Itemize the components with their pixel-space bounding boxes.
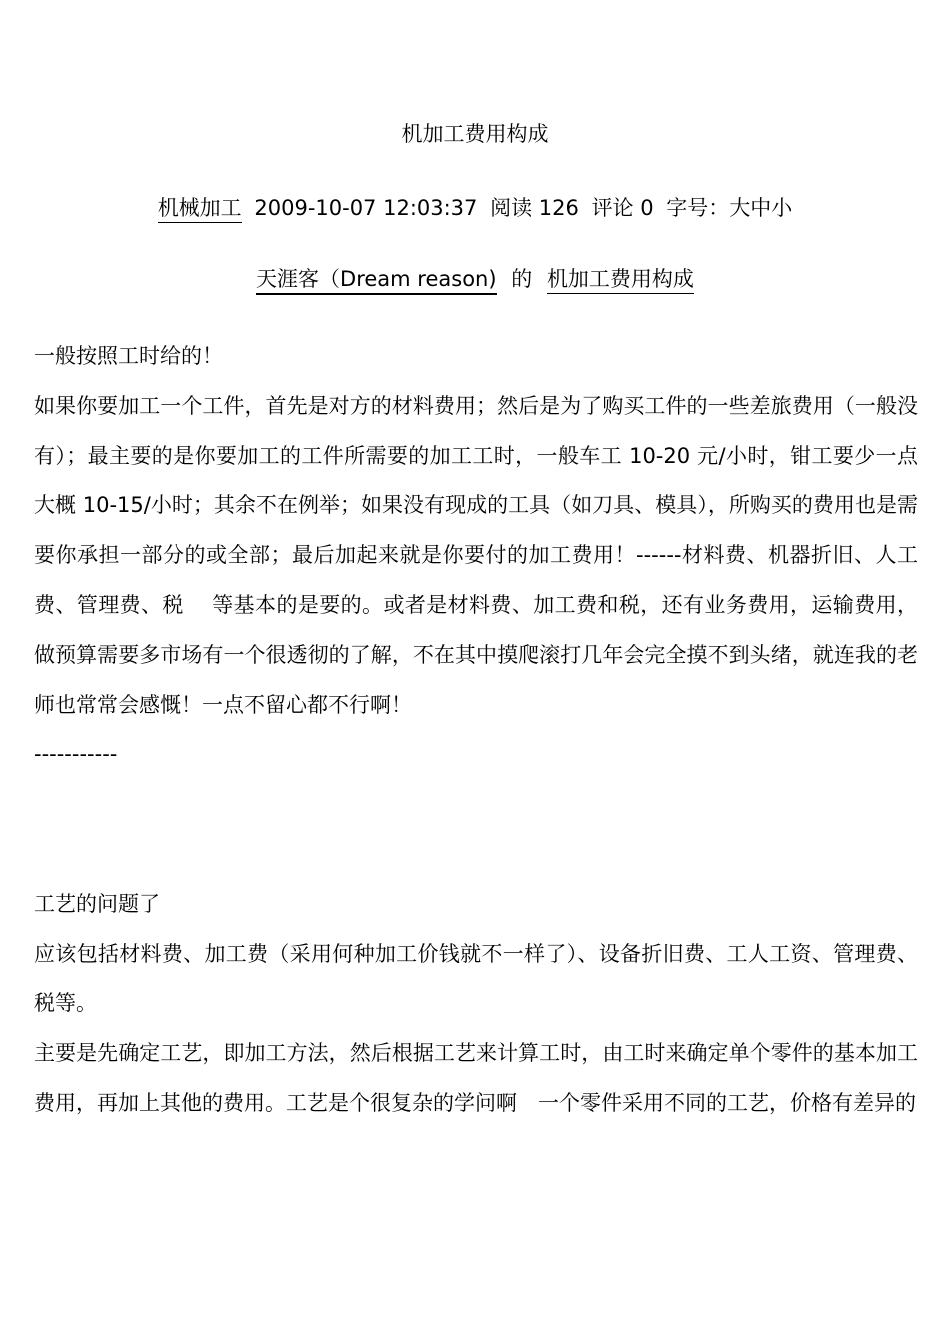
article-byline	[0, 262, 950, 296]
blank-gap	[34, 780, 918, 880]
paragraph-costs: 应该包括材料费、加工费（采用何种加工价钱就不一样了）、设备折旧费、工人工资、管理费、税等。	[34, 941, 918, 1016]
article-meta	[0, 191, 950, 225]
paragraph-process: 工艺的问题了	[34, 891, 160, 916]
paragraph-intro: 一般按照工时给的！	[34, 344, 223, 368]
separator-line: -----------	[34, 742, 118, 767]
paragraph-main: 如果你要加工一个工件，首先是对方的材料费用；然后是为了购买工件的一些差旅费用（一般没有）；最主要的是你要加工的工件所需要的加工工时，一般车工 10-20 元/小时，钳工要少一点大概 10-15/小时；其余不在例举；如果没有现成的工具（如刀具、模具），所购买的费用也是需要你承担一部分的或全部；最后加起来就是你要付的加工费用！------材料费、机器折旧、人工费、管理费、税 等基本的是要的。或者是材料费、加工费和税，还有业务费用，运输费用，做预算需要多市场有一个很透彻的了解，不在其中摸爬滚打几年会完全摸不到头绪，就连我的老师也常常会感慨！一点不留心都不行啊！	[34, 393, 918, 717]
category-link[interactable]: 机械加工	[158, 196, 242, 223]
font-size-selector[interactable]: 字号：大中小	[666, 196, 793, 220]
article-body	[34, 332, 918, 1129]
byline-connector: 的	[511, 267, 533, 291]
article-title: 机加工费用构成	[401, 122, 549, 146]
author-link[interactable]: 天涯客（Dream reason)	[256, 267, 497, 295]
article-link[interactable]: 机加工费用构成	[547, 267, 694, 294]
comment-count[interactable]: 评论 0	[591, 196, 654, 220]
paragraph-method: 主要是先确定工艺，即加工方法，然后根据工艺来计算工时，由工时来确定单个零件的基本加工费用，再加上其他的费用。工艺是个很复杂的学问啊 一个零件采用不同的工艺，价格有差异的	[34, 1041, 918, 1115]
read-count: 阅读 126	[490, 196, 579, 220]
post-datetime: 2009-10-07 12:03:37	[254, 196, 478, 220]
